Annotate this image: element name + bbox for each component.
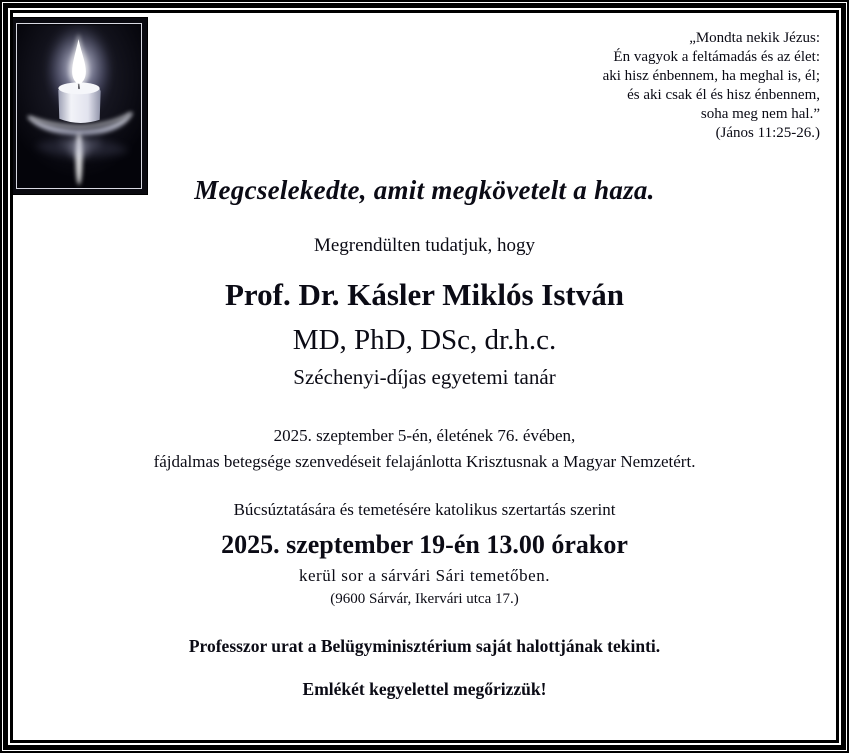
quote-line: és aki csak él és hisz énbennem, <box>627 87 820 103</box>
funeral-location: kerül sor a sárvári Sári temetőben. <box>298 566 551 585</box>
funeral-datetime: 2025. szeptember 19-én 13.00 órakor <box>221 530 628 559</box>
death-offering-line: fájdalmas betegsége szenvedéseit felajánlotta Krisztusnak a Magyar Nemzetért. <box>153 452 696 471</box>
deceased-name: Prof. Dr. Kásler Miklós István <box>225 277 624 312</box>
deceased-titles: MD, PhD, DSc, dr.h.c. <box>292 324 557 356</box>
page-frame-middle <box>3 3 846 750</box>
quote-line: soha meg nem hal.” <box>700 106 820 122</box>
funeral-address: (9600 Sárvár, Ikervári utca 17.) <box>330 591 519 607</box>
quote-line: aki hisz énbennem, ha meghal is, él; <box>602 68 820 84</box>
ministry-statement: Professzor urat a Belügyminisztérium saját halottjának tekinti. <box>188 636 661 656</box>
deceased-honor: Széchenyi-díjas egyetemi tanár <box>293 365 556 389</box>
candle-icon <box>17 24 141 188</box>
death-date-line: 2025. szeptember 5-én, életének 76. évében, <box>273 426 576 445</box>
death-info <box>13 423 836 475</box>
quote-line: „Mondta nekik Jézus: <box>689 30 820 46</box>
page-frame-inner <box>10 10 839 743</box>
epitaph-heading: Megcselekedte, amit megkövetelt a haza. <box>194 175 655 205</box>
funeral-intro: Búcsúztatására és temetésére katolikus szertartás szerint <box>233 500 616 519</box>
quote-citation: (János 11:25-26.) <box>715 125 820 141</box>
scripture-quote <box>603 29 820 143</box>
announcement-intro: Megrendülten tudatjuk, hogy <box>313 235 536 256</box>
quote-line: Én vagyok a feltámadás és az élet: <box>613 49 820 65</box>
memorial-candle-photo <box>10 17 148 195</box>
candle-photo-frame <box>16 23 142 189</box>
remembrance-closing: Emlékét kegyelettel megőrizzük! <box>302 679 547 699</box>
